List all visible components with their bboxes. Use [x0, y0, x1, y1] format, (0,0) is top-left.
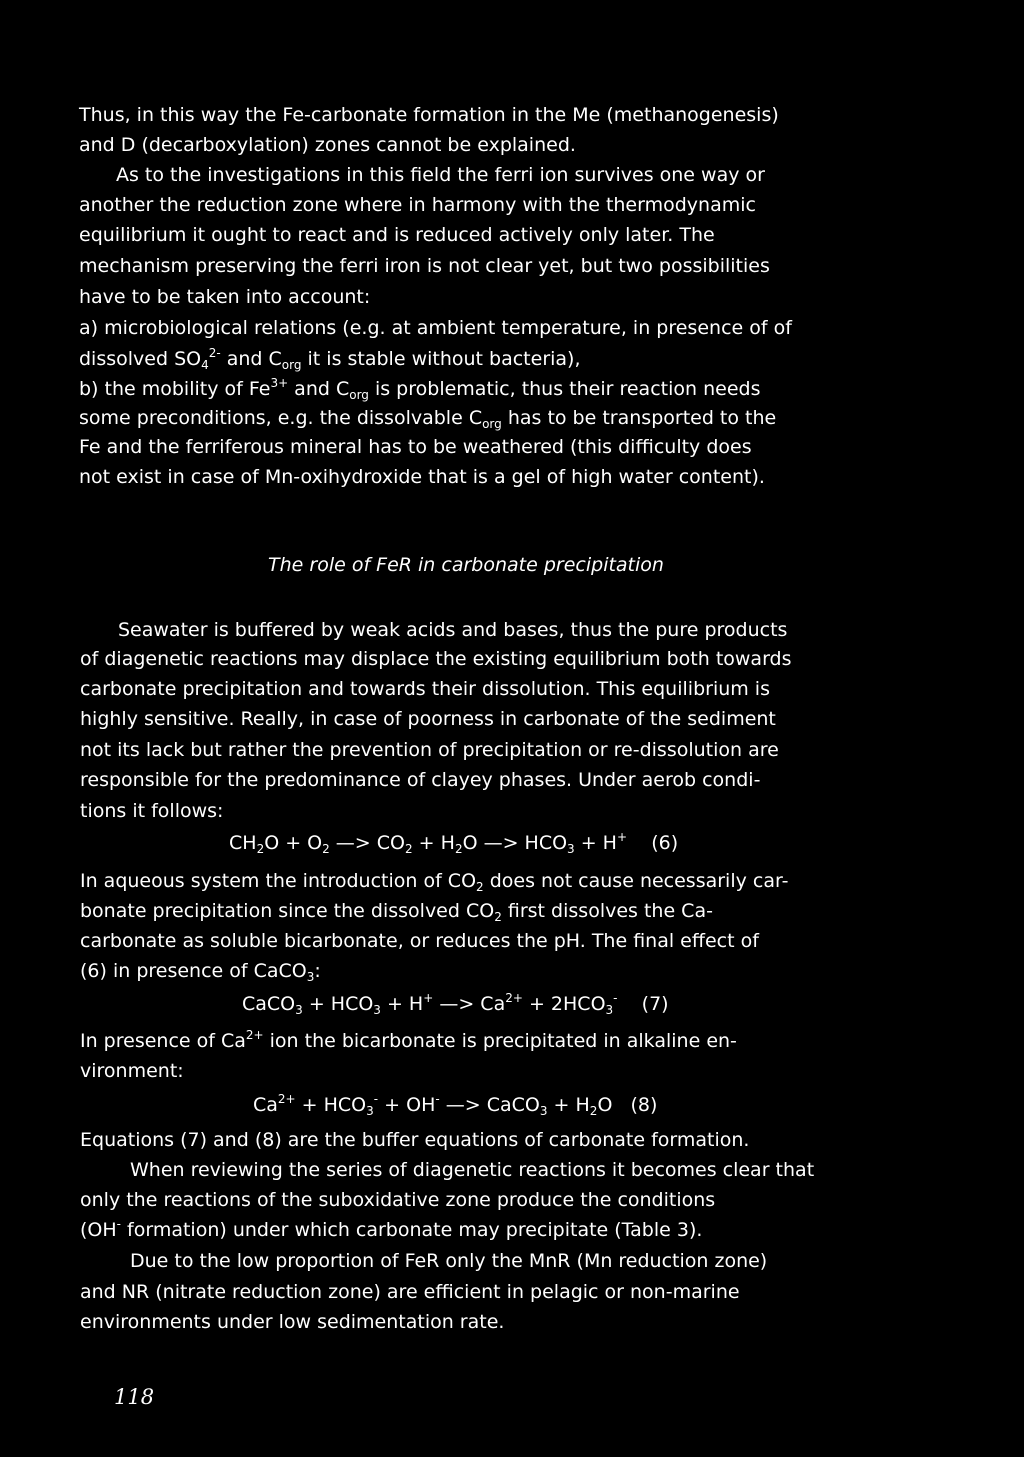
text-line: responsible for the predominance of clayey phases. Under aerob condi- [80, 769, 761, 791]
text-line: (6) in presence of CaCO$_3$: [80, 960, 321, 984]
text-line: In presence of $Ca^{2+}$ ion the bicarbonate is precipitated in alkaline en- [80, 1028, 737, 1052]
text-line: As to the investigations in this field the ferri ion survives one way or [116, 164, 765, 186]
text-line: equilibrium it ought to react and is reduced actively only later. The [79, 224, 715, 246]
text-line: a) microbiological relations (e.g. at ambient temperature, in presence of of [79, 317, 792, 339]
text-line: tions it follows: [80, 800, 224, 822]
text-line: Seawater is buffered by weak acids and bases, thus the pure products [118, 619, 788, 641]
text-line: Thus, in this way the Fe-carbonate formation in the Me (methanogenesis) [79, 104, 779, 126]
equation-7: CaCO$_3$ + $HCO_3 + H^+$ —> $Ca^{2+} + 2HCO_3^-$ (7) [242, 991, 669, 1017]
text-line: vironment: [80, 1060, 184, 1082]
page-number: 118 [114, 1385, 155, 1409]
text-line: carbonate as soluble bicarbonate, or reduces the pH. The final effect of [80, 930, 759, 952]
text-line: have to be taken into account: [79, 286, 371, 308]
text-line: In aqueous system the introduction of $CO_2$ does not cause necessarily car- [80, 870, 789, 894]
text-line: only the reactions of the suboxidative zone produce the conditions [80, 1189, 716, 1211]
text-line: environments under low sedimentation rate. [80, 1311, 505, 1333]
text-line: not exist in case of Mn-oxihydroxide that is a gel of high water content). [79, 466, 765, 488]
equation-6: $CH_2O + O_2$ —> $CO_2 + H_2O$ —> $HCO_3 + H^+$ (6) [229, 830, 679, 856]
text-line: another the reduction zone where in harmony with the thermodynamic [79, 194, 756, 216]
text-line: mechanism preserving the ferri iron is not clear yet, but two possibilities [79, 255, 770, 277]
text-line: not its lack but rather the prevention of precipitation or re-dissolution are [80, 739, 779, 761]
text-line: Due to the low proportion of FeR only the MnR (Mn reduction zone) [130, 1250, 768, 1272]
text-line: highly sensitive. Really, in case of poorness in carbonate of the sediment [80, 708, 776, 730]
text-line: of diagenetic reactions may displace the existing equilibrium both towards [80, 648, 792, 670]
text-line: Equations (7) and (8) are the buffer equations of carbonate formation. [80, 1129, 750, 1151]
text-line: Fe and the ferriferous mineral has to be weathered (this difficulty does [79, 436, 752, 458]
text-line: b) the mobility of $Fe^{3+}$ and $C_{org}$ is problematic, thus their reaction needs [79, 376, 761, 402]
section-heading: The role of FeR in carbonate precipitation [268, 554, 664, 576]
text-line: and D (decarboxylation) zones cannot be explained. [79, 134, 576, 156]
text-line: and NR (nitrate reduction zone) are efficient in pelagic or non-marine [80, 1281, 740, 1303]
text-line: some preconditions, e.g. the dissolvable $C_{org}$ has to be transported to the [79, 407, 777, 431]
text-line: When reviewing the series of diagenetic reactions it becomes clear that [130, 1159, 815, 1181]
text-line: bonate precipitation since the dissolved $CO_2$ first dissolves the Ca- [80, 900, 713, 924]
text-line: carbonate precipitation and towards their dissolution. This equilibrium is [80, 678, 770, 700]
equation-8: $Ca^{2+} + HCO_3^- + OH^-$ —> CaCO$_3$ + $H_2O$ (8) [253, 1092, 658, 1118]
text-line: (OH- formation) under which carbonate may precipitate (Table 3). [80, 1217, 703, 1241]
text-line: dissolved $SO_4^{2-}$ and $C_{org}$ it is stable without bacteria), [79, 346, 581, 372]
